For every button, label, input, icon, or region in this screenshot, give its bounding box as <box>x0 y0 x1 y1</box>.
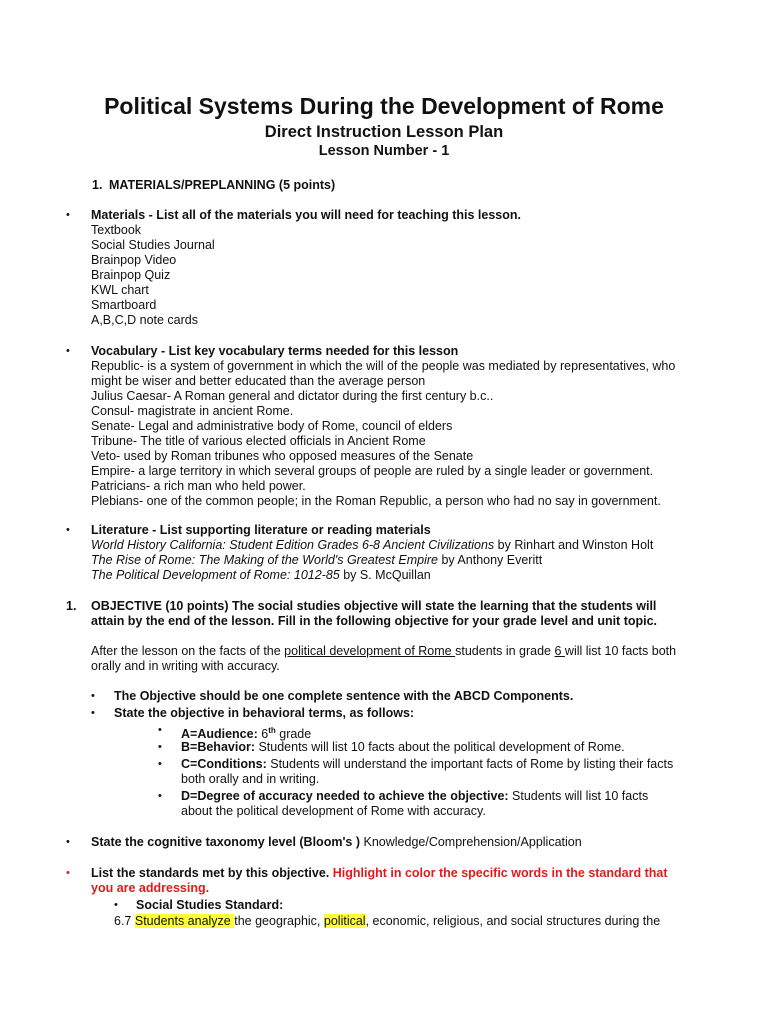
standard-text-part: , economic, religious, and social structures during the <box>365 914 661 928</box>
abcd-label: B=Behavior: <box>181 740 255 754</box>
literature-block <box>91 523 653 583</box>
abcd-label: A=Audience: <box>181 727 258 741</box>
standard-text-part: the geographic, <box>234 914 324 928</box>
statement-text: students in grade <box>455 644 555 658</box>
objective-bullet: The Objective should be one complete sentence with the ABCD Components. <box>114 689 574 703</box>
section-heading: MATERIALS/PREPLANNING (5 points) <box>109 178 336 192</box>
objective-heading <box>91 599 657 629</box>
bullet-icon <box>158 757 162 772</box>
list-item: Consul- magistrate in ancient Rome. <box>91 404 294 418</box>
section-number: 1. <box>66 599 77 613</box>
bullet-icon <box>158 740 162 755</box>
bullet-icon <box>66 866 70 881</box>
bullet-icon <box>114 898 118 913</box>
materials-block <box>91 208 521 328</box>
book-title: The Political Development of Rome: 1012-85 <box>91 568 340 582</box>
bullet-icon <box>66 835 70 850</box>
abcd-behavior <box>181 740 625 755</box>
list-item: Patricians- a rich man who held power. <box>91 479 306 493</box>
objective-heading-line: attain by the end of the lesson. Fill in the following objective for your grade level and unit topic. <box>91 614 658 628</box>
vocabulary-label: Vocabulary <box>91 344 158 358</box>
list-item: Tribune- The title of various elected officials in Ancient Rome <box>91 434 426 448</box>
literature-prompt: - List supporting literature or reading materials <box>148 523 431 537</box>
highlighted-text: political <box>323 914 366 928</box>
abcd-line <box>181 757 673 772</box>
objective-bullet: State the objective in behavioral terms, as follows: <box>114 706 415 720</box>
highlighted-text: Students analyze <box>134 914 235 928</box>
abcd-line <box>181 789 648 804</box>
list-item: Social Studies Journal <box>91 238 215 252</box>
book-author: by Rinhart and Winston Holt <box>494 538 654 552</box>
bullet-icon <box>66 208 70 223</box>
abcd-value: Students will understand the important facts of Rome by listing their facts <box>266 757 674 771</box>
materials-prompt: - List all of the materials you will need for teaching this lesson. <box>145 208 521 222</box>
standards-line <box>91 866 668 881</box>
bullet-icon <box>91 689 95 704</box>
book-author: by S. McQuillan <box>339 568 431 582</box>
abcd-degree <box>181 789 648 819</box>
list-item: Brainpop Video <box>91 253 177 267</box>
standard-text <box>114 914 660 929</box>
blooms-line <box>91 835 582 850</box>
vocabulary-heading <box>91 344 675 359</box>
standards-heading <box>91 866 668 896</box>
list-item: Brainpop Quiz <box>91 268 171 282</box>
vocabulary-prompt: - List key vocabulary terms needed for this lesson <box>157 344 459 358</box>
literature-heading <box>91 523 653 538</box>
book-title: The Rise of Rome: The Making of the World's Greatest Empire <box>91 553 438 567</box>
bullet-icon <box>91 706 95 721</box>
list-item: might be wiser and better educated than the average person <box>91 374 426 388</box>
abcd-line: about the political development of Rome with accuracy. <box>181 804 486 818</box>
statement-text: After the lesson on the facts of the <box>91 644 285 658</box>
list-item: Julius Caesar- A Roman general and dictator during the first century b.c.. <box>91 389 494 403</box>
literature-list <box>91 538 653 583</box>
standard-number: 6.7 <box>114 914 135 928</box>
abcd-value: Students will list 10 facts <box>508 789 649 803</box>
objective-statement-line <box>91 644 676 659</box>
list-item: Textbook <box>91 223 142 237</box>
list-item: Empire- a large territory in which several groups of people are ruled by a single leader or government. <box>91 464 654 478</box>
list-item <box>91 553 653 568</box>
list-item <box>91 538 653 553</box>
abcd-label: C=Conditions: <box>181 757 267 771</box>
standards-label: List the standards met by this objective. <box>91 866 330 880</box>
standards-highlight-note: Highlight in color the specific words in the standard that <box>332 866 668 880</box>
objective-statement-line: orally and in writing with accuracy. <box>91 659 280 673</box>
list-item: Senate- Legal and administrative body of Rome, council of elders <box>91 419 453 433</box>
book-author: by Anthony Everitt <box>437 553 543 567</box>
list-item: Smartboard <box>91 298 157 312</box>
list-item: A,B,C,D note cards <box>91 313 198 327</box>
topic-blank: political development of Rome <box>284 644 456 658</box>
social-studies-standard-label: Social Studies Standard: <box>136 898 284 912</box>
abcd-label: D=Degree of accuracy needed to achieve the objective: <box>181 789 509 803</box>
abcd-value: grade <box>275 727 312 741</box>
abcd-value: Students will list 10 facts about the political development of Rome. <box>254 740 625 754</box>
statement-text: will list 10 facts both <box>564 644 677 658</box>
list-item <box>91 568 653 583</box>
literature-label: Literature <box>91 523 149 537</box>
abcd-conditions <box>181 757 673 787</box>
abcd-line: both orally and in writing. <box>181 772 320 786</box>
blooms-value: Knowledge/Comprehension/Application <box>360 835 582 849</box>
materials-list <box>91 223 521 328</box>
bullet-icon <box>158 789 162 804</box>
list-item: Plebians- one of the common people; in the Roman Republic, a person who had no say in government. <box>91 494 661 508</box>
list-item: Republic- is a system of government in which the will of the people was mediated by representatives, who <box>91 359 676 373</box>
vocabulary-block <box>91 344 675 509</box>
bullet-icon <box>158 723 162 738</box>
vocabulary-list <box>91 359 675 509</box>
grade-blank: 6 <box>554 644 565 658</box>
objective-heading-line: OBJECTIVE (10 points) The social studies objective will state the learning that the students will <box>91 599 657 613</box>
list-item: Veto- used by Roman tribunes who opposed measures of the Senate <box>91 449 474 463</box>
bullet-icon <box>66 344 70 359</box>
document-subtitle: Direct Instruction Lesson Plan <box>264 123 504 141</box>
lesson-number: Lesson Number - 1 <box>318 143 450 159</box>
objective-statement <box>91 644 676 674</box>
list-item: KWL chart <box>91 283 149 297</box>
abcd-value: 6 <box>257 727 269 741</box>
document-title: Political Systems During the Development of Rome <box>104 93 664 119</box>
section-number: 1. <box>92 178 103 192</box>
materials-label: Materials <box>91 208 146 222</box>
standards-highlight-note: you are addressing. <box>91 881 210 895</box>
blooms-label: State the cognitive taxonomy level (Bloom's ) <box>91 835 361 849</box>
book-title: World History California: Student Edition Grades 6-8 Ancient Civilizations <box>91 538 495 552</box>
abcd-superscript: th <box>268 726 276 735</box>
materials-heading <box>91 208 521 223</box>
bullet-icon <box>66 523 70 538</box>
